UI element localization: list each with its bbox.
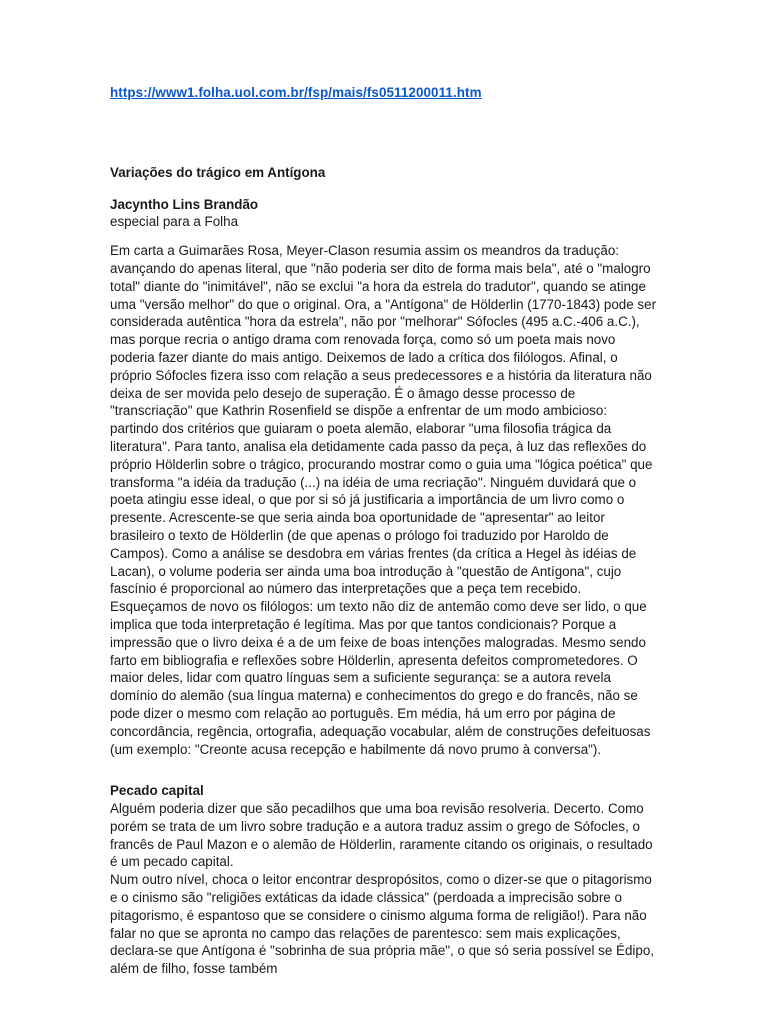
article-byline: especial para a Folha (110, 214, 239, 230)
article-author: Jacyntho Lins Brandão (110, 196, 259, 212)
document-page (110, 84, 658, 978)
article-title: Variações do trágico em Antígona (110, 164, 326, 180)
body-paragraph: Num outro nível, choca o leitor encontrar despropósitos, como o dizer-se que o pitagorismo e o cinismo são "religiões extáticas da idade clássica" (perdoada a imprecisão sobre o pitagorismo, é espantoso que se considere o cinismo alguma forma de religião!). Para não falar no que se apronta no campo das relações de parentesco: sem mais explicações, declara-se que Antígona é "sobrinha de sua própria mãe", o que só seria possível se Édipo, além de filho, fosse também (110, 872, 654, 977)
body-paragraph: Alguém poderia dizer que são pecadilhos que uma boa revisão resolveria. Decerto. Como porém se trata de um livro sobre tradução e a autora traduz assim o grego de Sófocles, o francês de Paul Mazon e o alemão de Hölderlin, raramente citando os originais, o resultado é um pecado capital. (110, 801, 653, 870)
section-heading: Pecado capital (110, 783, 204, 799)
body-paragraph: Em carta a Guimarães Rosa, Meyer-Clason resumia assim os meandros da tradução: avançando do apenas literal, que "não poderia ser dito de forma mais bela", até o "malogro total" diante do "inimitável", não se exclui "a hora da estrela do tradutor", quando se atinge uma "versão melhor" do que o original. Ora, a "Antígona" de Hölderlin (1770-1843) pode ser considerada autêntica "hora da estrela", não por "melhorar" Sófocles (495 a.C.-406 a.C.), mas porque recria o antigo drama com renovada força, como só um poeta mais novo poderia fazer diante do mais antigo. Deixemos de lado a crítica dos filólogos. Afinal, o próprio Sófocles fizera isso com relação a seus predecessores e a história da literatura não deixa de ser movida pelo desejo de superação. É o âmago desse processo de "transcriação" que Kathrin Rosenfield se dispõe a enfrentar de um modo ambicioso: partindo dos critérios que guiaram o poeta alemão, elaborar "uma filosofia trágica da literatura". Para tanto, analisa ela detidamente cada passo da peça, à luz das reflexões do próprio Hölderlin sobre o trágico, procurando mostrar como o guia uma "lógica poética" que transforma "a idéia da tradução (...) na idéia de uma recriação". Ninguém duvidará que o poeta atingiu esse ideal, o que por si só já justificaria a importância de um livro como o presente. Acrescente-se que seria ainda boa oportunidade de "apresentar" ao leitor brasileiro o texto de Hölderlin (de que apenas o prólogo foi traduzido por Haroldo de Campos). Como a análise se desdobra em várias frentes (da crítica a Hegel às idéias de Lacan), o volume poderia ser ainda uma boa introdução à "questão de Antígona", cujo fascínio é proporcional ao número das interpretações que a peça tem recebido. Esqueçamos de novo os filólogos: um texto não diz de antemão como deve ser lido, o que implica que toda interpretação é legítima. Mas por que tantos condicionais? Porque a impressão que o livro deixa é a de um feixe de boas intenções malogradas. Mesmo sendo farto em bibliografia e reflexões sobre Hölderlin, apresenta defeitos comprometedores. O maior deles, lidar com quatro línguas sem a suficiente segurança: se a autora revela domínio do alemão (sua língua materna) e conhecimentos do grego e do francês, não se pode dizer o mesmo com relação ao português. Em média, há um erro por página de concordância, regência, ortografia, adequação vocabular, além de construções defeituosas (um exemplo: "Creonte acusa recepção e habilmente dá novo prumo à conversa"). (110, 243, 657, 757)
source-link[interactable]: https://www1.folha.uol.com.br/fsp/mais/fs0511200011.htm (110, 85, 482, 100)
